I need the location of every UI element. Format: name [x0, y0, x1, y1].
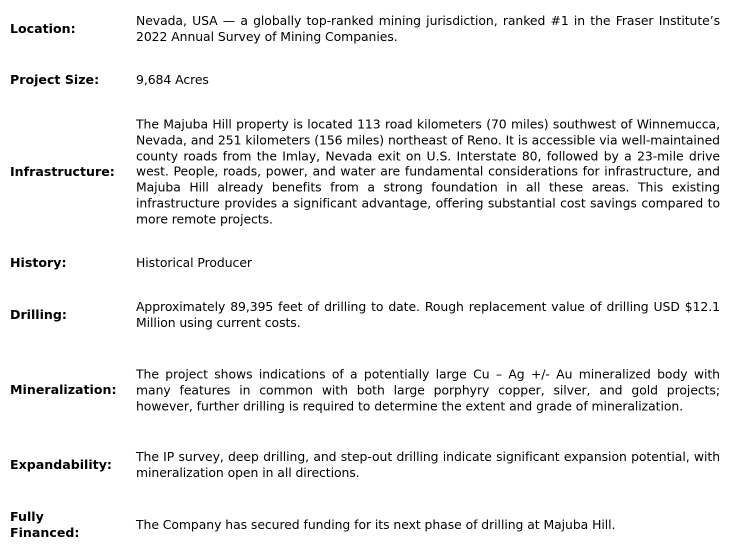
label-history: History:	[10, 255, 67, 270]
row-expandability	[0, 449, 750, 481]
value-drilling: Approximately 89,395 feet of drilling to date. Rough replacement value of drilling USD $12.1 Million using current costs.	[136, 299, 720, 330]
row-history	[0, 255, 750, 271]
label-infrastructure: Infrastructure:	[10, 164, 115, 179]
value-mineralization: The project shows indications of a potentially large Cu – Ag +/- Au mineralized body with many features in common with both large porphyry copper, silver, and gold projects; however, further drilling is required to determine the extent and grade of mineralization.	[136, 366, 720, 413]
value-fully-financed: The Company has secured funding for its next phase of drilling at Majuba Hill.	[136, 517, 616, 533]
row-drilling	[0, 299, 750, 331]
value-infrastructure: The Majuba Hill property is located 113 road kilometers (70 miles) southwest of Winnemucca, Nevada, and 251 kilometers (156 miles) northeast of Reno. It is accessible via well-maintained county roads from the Imlay, Nevada exit on U.S. Interstate 80, followed by a 23-mile drive west. People, roads, power, and water are fundamental considerations for infrastructure, and Majuba Hill already benefits from a strong foundation in all these areas. This existing infrastructure provides a significant advantage, offering substantial cost savings compared to more remote projects.	[136, 116, 720, 227]
value-location: Nevada, USA — a globally top-ranked mining jurisdiction, ranked #1 in the Fraser Institute’s 2022 Annual Survey of Mining Companies.	[136, 13, 720, 44]
value-project-size: 9,684 Acres	[136, 72, 209, 88]
value-expandability: The IP survey, deep drilling, and step-out drilling indicate significant expansion potential, with mineralization open in all directions.	[136, 449, 720, 480]
label-fully-financed: Fully Financed:	[10, 509, 80, 540]
row-infrastructure	[0, 116, 750, 228]
label-drilling: Drilling:	[10, 307, 67, 322]
label-expandability: Expandability:	[10, 457, 112, 472]
row-project-size	[0, 72, 750, 88]
label-location: Location:	[10, 21, 76, 36]
row-fully-financed	[0, 509, 750, 541]
label-mineralization: Mineralization:	[10, 382, 117, 397]
row-mineralization	[0, 358, 750, 422]
value-history: Historical Producer	[136, 255, 252, 271]
row-location	[0, 13, 750, 45]
label-project-size: Project Size:	[10, 72, 100, 87]
